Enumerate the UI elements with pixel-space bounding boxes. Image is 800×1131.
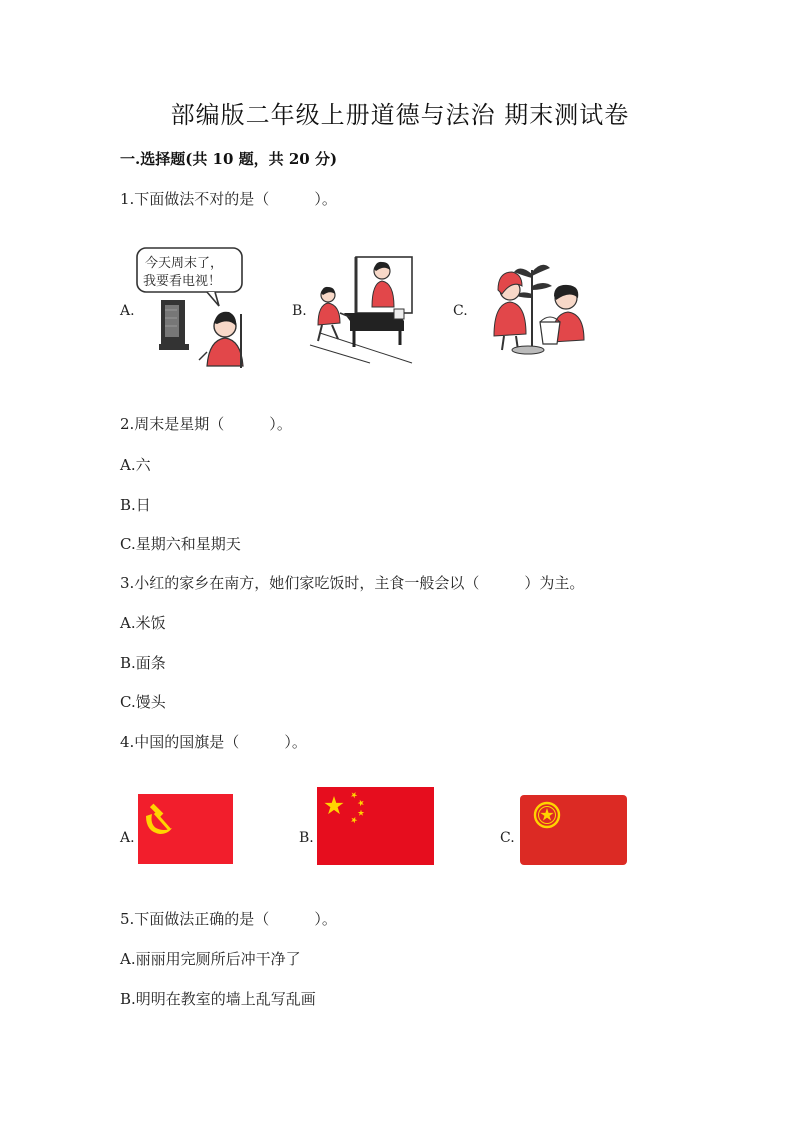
q2-option-b[interactable]: B.日	[120, 496, 151, 514]
q5-option-b[interactable]: B.明明在教室的墙上乱写乱画	[120, 990, 316, 1008]
section-heading: 一.选择题(共 10 题，共 20 分)	[120, 150, 338, 168]
q1-option-a-label[interactable]: A.	[120, 303, 135, 319]
classroom-illustration	[310, 253, 415, 365]
national-flag-image	[317, 787, 434, 865]
league-emblem-icon	[535, 803, 559, 827]
question-4-stem: 4.中国的国旗是（ ）。	[120, 733, 307, 751]
page-title: 部编版二年级上册道德与法治 期末测试卷	[170, 101, 630, 129]
youth-league-flag-image	[520, 795, 627, 865]
question-1-stem: 1.下面做法不对的是（ ）。	[120, 190, 337, 208]
question-5-stem: 5.下面做法正确的是（ ）。	[120, 910, 337, 928]
q2-option-a[interactable]: A.六	[120, 456, 151, 474]
q3-option-a[interactable]: A.米饭	[120, 614, 166, 632]
q3-option-b[interactable]: B.面条	[120, 654, 166, 672]
party-flag-image	[138, 794, 233, 864]
question-2-stem: 2.周末是星期（ ）。	[120, 415, 292, 433]
tree-planting-illustration	[490, 260, 595, 356]
q4-option-b-label[interactable]: B.	[299, 830, 314, 846]
q4-option-c-label[interactable]: C.	[500, 830, 515, 846]
q1-option-c-label[interactable]: C.	[453, 303, 468, 319]
tv-watching-illustration	[137, 248, 257, 370]
q2-option-c[interactable]: C.星期六和星期天	[120, 535, 241, 553]
q4-option-a-label[interactable]: A.	[120, 830, 135, 846]
q1-option-b-label[interactable]: B.	[292, 303, 307, 319]
question-3-stem: 3.小红的家乡在南方，她们家吃饭时，主食一般会以（ ）为主。	[120, 574, 585, 592]
speech-bubble-line-1: 今天周末了，	[145, 256, 224, 271]
speech-bubble-line-2: 我要看电视！	[143, 274, 222, 289]
q5-option-a[interactable]: A.丽丽用完厕所后冲干净了	[120, 950, 301, 968]
q3-option-c[interactable]: C.馒头	[120, 693, 166, 711]
